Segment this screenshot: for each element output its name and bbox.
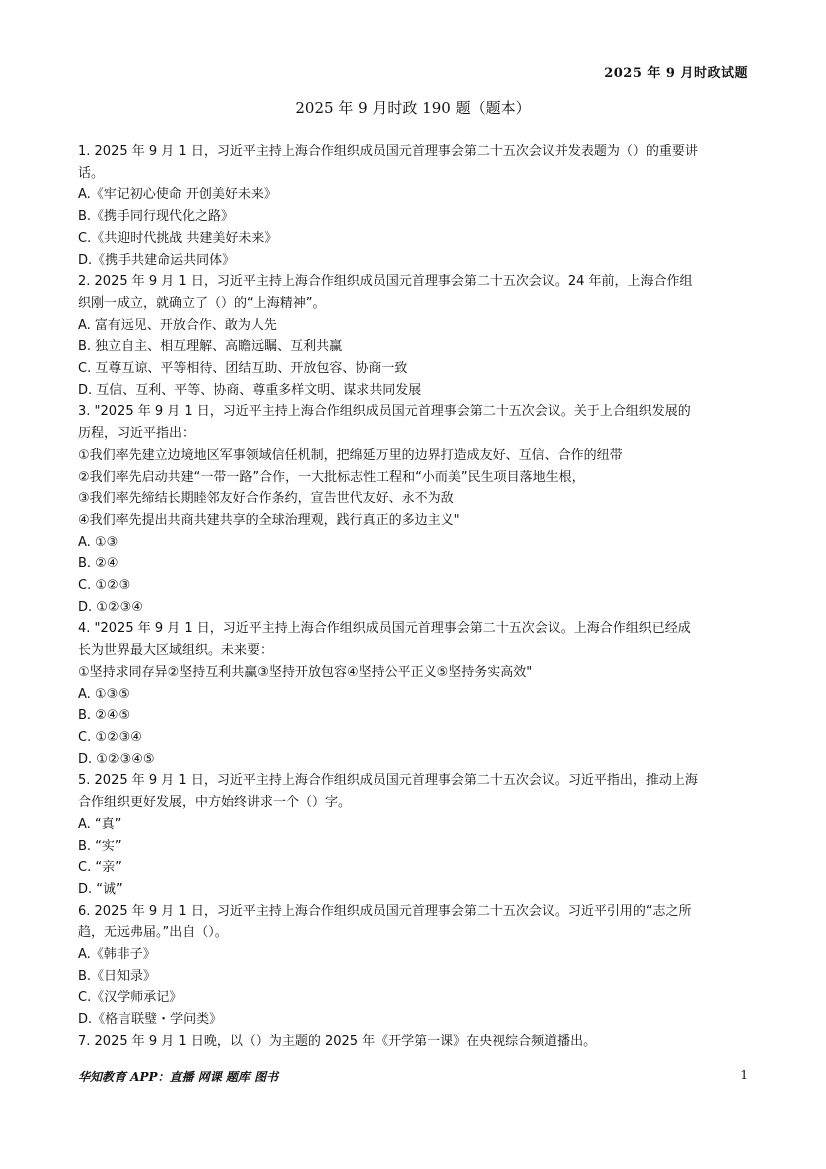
footer-brand: 华知教育 APP：直播 网课 题库 图书: [78, 1070, 279, 1084]
question-list: [78, 141, 750, 1053]
answer-option: A.《韩非子》: [78, 947, 156, 963]
answer-option: D.《携手共建命运共同体》: [78, 252, 236, 268]
question-2: [78, 271, 750, 401]
answer-option: C. ①②③: [78, 578, 131, 594]
question-stem-line: 长为世界最大区域组织。未来要：: [78, 643, 274, 659]
question-1: [78, 141, 750, 271]
answer-option: D.《格言联璧・学问类》: [78, 1012, 223, 1028]
question-stem-line: 合作组织更好发展，中方始终讲求一个（）字。: [78, 795, 352, 811]
question-stem-line: 2. 2025 年 9 月 1 日，习近平主持上海合作组织成员国元首理事会第二十五次会议。24 年前，上海合作组: [78, 274, 693, 290]
question-stem-line: ①我们率先建立边境地区军事领域信任机制，把绵延万里的边界打造成友好、互信、合作的纽带: [78, 447, 623, 463]
question-3: [78, 401, 750, 618]
question-stem-line: ②我们率先启动共建“一带一路”合作，一大批标志性工程和“小而美”民生项目落地生根，: [78, 469, 585, 485]
question-stem-line: 趋，无远弗届。”出自（）。: [78, 925, 228, 941]
question-stem-line: 5. 2025 年 9 月 1 日，习近平主持上海合作组织成员国元首理事会第二十五次会议。习近平指出，推动上海: [78, 773, 698, 789]
answer-option: A. ①③: [78, 534, 119, 550]
answer-option: C. “亲”: [78, 860, 122, 876]
page-number: 1: [740, 1068, 748, 1082]
question-7: [78, 1031, 750, 1053]
question-stem-line: ③我们率先缔结长期睦邻友好合作条约，宣告世代友好、永不为敌: [78, 491, 454, 507]
answer-option: B. ②④⑤: [78, 708, 131, 724]
answer-option: D. ①②③④⑤: [78, 751, 155, 767]
question-stem-line: 7. 2025 年 9 月 1 日晚，以（）为主题的 2025 年《开学第一课》在央视综合频道播出。: [78, 1033, 597, 1049]
page-title: 2025 年 9 月时政 190 题（题本）: [295, 99, 531, 117]
question-stem-line: 1. 2025 年 9 月 1 日，习近平主持上海合作组织成员国元首理事会第二十五次会议并发表题为（）的重要讲: [78, 144, 698, 159]
question-stem-line: 4. "2025 年 9 月 1 日，习近平主持上海合作组织成员国元首理事会第二十五次会议。上海合作组织已经成: [78, 621, 691, 637]
answer-option: A.《牢记初心使命 开创美好未来》: [78, 187, 277, 203]
document-header-label: 2025 年 9 月时政试题: [604, 66, 748, 81]
answer-option: D. ①②③④: [78, 599, 143, 615]
question-stem-line: 织刚一成立，就确立了（）的“上海精神”。: [78, 295, 326, 311]
question-stem-line: 6. 2025 年 9 月 1 日，习近平主持上海合作组织成员国元首理事会第二十五次会议。习近平引用的“志之所: [78, 903, 692, 919]
answer-option: A. ①③⑤: [78, 686, 130, 702]
answer-option: C.《共迎时代挑战 共建美好未来》: [78, 230, 278, 246]
question-stem-line: ④我们率先提出共商共建共享的全球治理观，践行真正的多边主义": [78, 512, 460, 528]
answer-option: D. 互信、互利、平等、协商、尊重多样文明、谋求共同发展: [78, 382, 422, 398]
answer-option: C.《汉学师承记》: [78, 990, 183, 1006]
answer-option: C. ①②③④: [78, 729, 142, 745]
question-6: [78, 901, 750, 1031]
question-4: [78, 618, 750, 770]
answer-option: B.《携手同行现代化之路》: [78, 209, 235, 225]
answer-option: B. ②④: [78, 556, 119, 572]
question-5: [78, 770, 750, 900]
answer-option: B. “实”: [78, 838, 122, 854]
question-stem-line: 3. "2025 年 9 月 1 日，习近平主持上海合作组织成员国元首理事会第二十五次会议。关于上合组织发展的: [78, 404, 691, 420]
answer-option: C. 互尊互谅、平等相待、团结互助、开放包容、协商一致: [78, 361, 408, 377]
answer-option: A. 富有远见、开放合作、敢为人先: [78, 317, 277, 333]
question-stem-line: 历程，习近平指出：: [78, 426, 196, 442]
question-stem-line: 话。: [78, 165, 105, 181]
answer-option: D. “诚”: [78, 881, 123, 897]
answer-option: B. 独立自主、相互理解、高瞻远瞩、互利共赢: [78, 339, 343, 355]
answer-option: B.《日知录》: [78, 968, 157, 984]
answer-option: A. “真”: [78, 816, 122, 832]
question-stem-line: ①坚持求同存异②坚持互利共赢③坚持开放包容④坚持公平正义⑤坚持务实高效": [78, 664, 533, 680]
